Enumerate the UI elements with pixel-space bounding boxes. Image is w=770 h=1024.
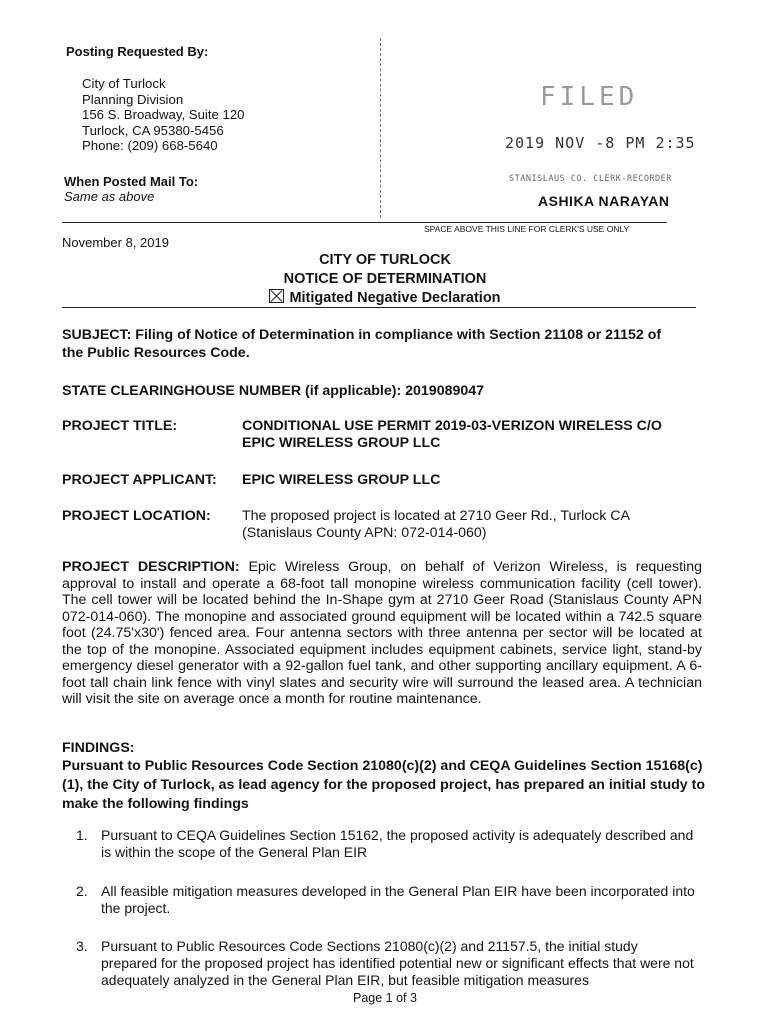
filed-stamp: FILED — [540, 82, 639, 112]
checkbox-label: Mitigated Negative Declaration — [289, 290, 501, 306]
description-label: PROJECT DESCRIPTION: — [62, 559, 240, 575]
project-applicant-value: EPIC WIRELESS GROUP LLC — [242, 472, 441, 488]
checkbox-checked-icon — [269, 289, 284, 303]
finding-text: Pursuant to Public Resources Code Sections 21080(c)(2) and 21157.5, the initial study prepared for the proposed project has identified potential new or significant effects that were not adequately analyzed in the General Plan EIR, but feasible mitigation measures — [101, 938, 694, 988]
finding-text: All feasible mitigation measures developed in the General Plan EIR have been incorporated into the project. — [101, 883, 695, 916]
address-line: Planning Division — [82, 91, 184, 107]
findings-label: FINDINGS: — [62, 740, 135, 756]
header-divider — [380, 38, 381, 218]
address-line: City of Turlock — [82, 76, 166, 91]
mnd-checkbox-row — [0, 289, 770, 306]
address-line: Turlock, CA 95380-5456 — [82, 122, 224, 138]
posting-label: Posting Requested By: — [66, 44, 209, 59]
findings-intro: Pursuant to Public Resources Code Section 21080(c)(2) and CEQA Guidelines Section 15168(c)(1), the City of Turlock, as lead agency for the proposed project, has prepared an initial study to make the following findings — [62, 758, 706, 812]
stamp-name: ASHIKA NARAYAN — [538, 193, 670, 209]
project-location-line: (Stanislaus County APN: 072-014-060) — [242, 525, 487, 541]
project-title-line: CONDITIONAL USE PERMIT 2019-03-VERIZON WIRELESS C/O — [242, 418, 662, 434]
finding-text: Pursuant to CEQA Guidelines Section 15162, the proposed activity is adequately described and is within the scope of the General Plan EIR — [101, 827, 694, 860]
stamp-clerk: STANISLAUS CO. CLERK-RECORDER — [509, 174, 672, 184]
finding-item — [76, 883, 696, 917]
page-number: Page 1 of 3 — [353, 991, 417, 1005]
subject-line-2: the Public Resources Code. — [62, 345, 250, 361]
project-location-value — [242, 508, 712, 542]
project-title-line: EPIC WIRELESS GROUP LLC — [242, 435, 441, 451]
clerk-line — [62, 222, 667, 223]
posting-address — [82, 76, 245, 154]
city-heading: CITY OF TURLOCK — [319, 252, 451, 268]
subject-line-1: SUBJECT: Filing of Notice of Determination in compliance with Section 21108 or 21152 of — [62, 327, 662, 343]
title-underline — [62, 307, 696, 308]
finding-number: 3. — [76, 938, 88, 954]
stamp-datetime: 2019 NOV -8 PM 2:35 — [505, 134, 696, 152]
finding-number: 2. — [76, 883, 88, 899]
mail-value: Same as above — [64, 189, 155, 204]
space-above-note: SPACE ABOVE THIS LINE FOR CLERK'S USE ONLY — [424, 224, 630, 234]
notice-heading: NOTICE OF DETERMINATION — [283, 271, 487, 287]
document-date: November 8, 2019 — [62, 235, 169, 250]
clearinghouse-number: STATE CLEARINGHOUSE NUMBER (if applicable): 2019089047 — [62, 383, 485, 399]
finding-item — [76, 938, 696, 989]
address-line: 156 S. Broadway, Suite 120 — [82, 107, 245, 123]
finding-item — [76, 827, 696, 861]
project-location-line: The proposed project is located at 2710 Geer Rd., Turlock CA — [242, 508, 630, 524]
description-text: Epic Wireless Group, on behalf of Verizon Wireless, is requesting approval to install and operate a 68-foot tall monopine wireless communication facility (cell tower). The cell tower will be located behind the In-Shape gym at 2710 Geer Road (Stanislaus County APN 072-014-060). The monopine and associated ground equipment will be located within a 742.5 square foot (24.75'x30') fenced area. Four antenna sectors with three antenna per sector will be located at the top of the monopine. Associated equipment includes equipment cabinets, service light, stand-by emergency diesel generator with a 92-gallon fuel tank, and other supporting ancillary equipment. A 6-foot tall chain link fence with vinyl slates and security wire will surround the leased area. A technician will visit the site on average once a month for routine maintenance. — [62, 559, 702, 707]
finding-number: 1. — [76, 827, 88, 843]
address-line: Phone: (209) 668-5640 — [82, 138, 218, 154]
mail-label: When Posted Mail To: — [64, 174, 199, 189]
project-description — [62, 559, 702, 708]
project-location-label: PROJECT LOCATION: — [62, 508, 211, 524]
project-title-label: PROJECT TITLE: — [62, 418, 178, 434]
project-applicant-label: PROJECT APPLICANT: — [62, 472, 217, 488]
project-title-value — [242, 418, 712, 452]
